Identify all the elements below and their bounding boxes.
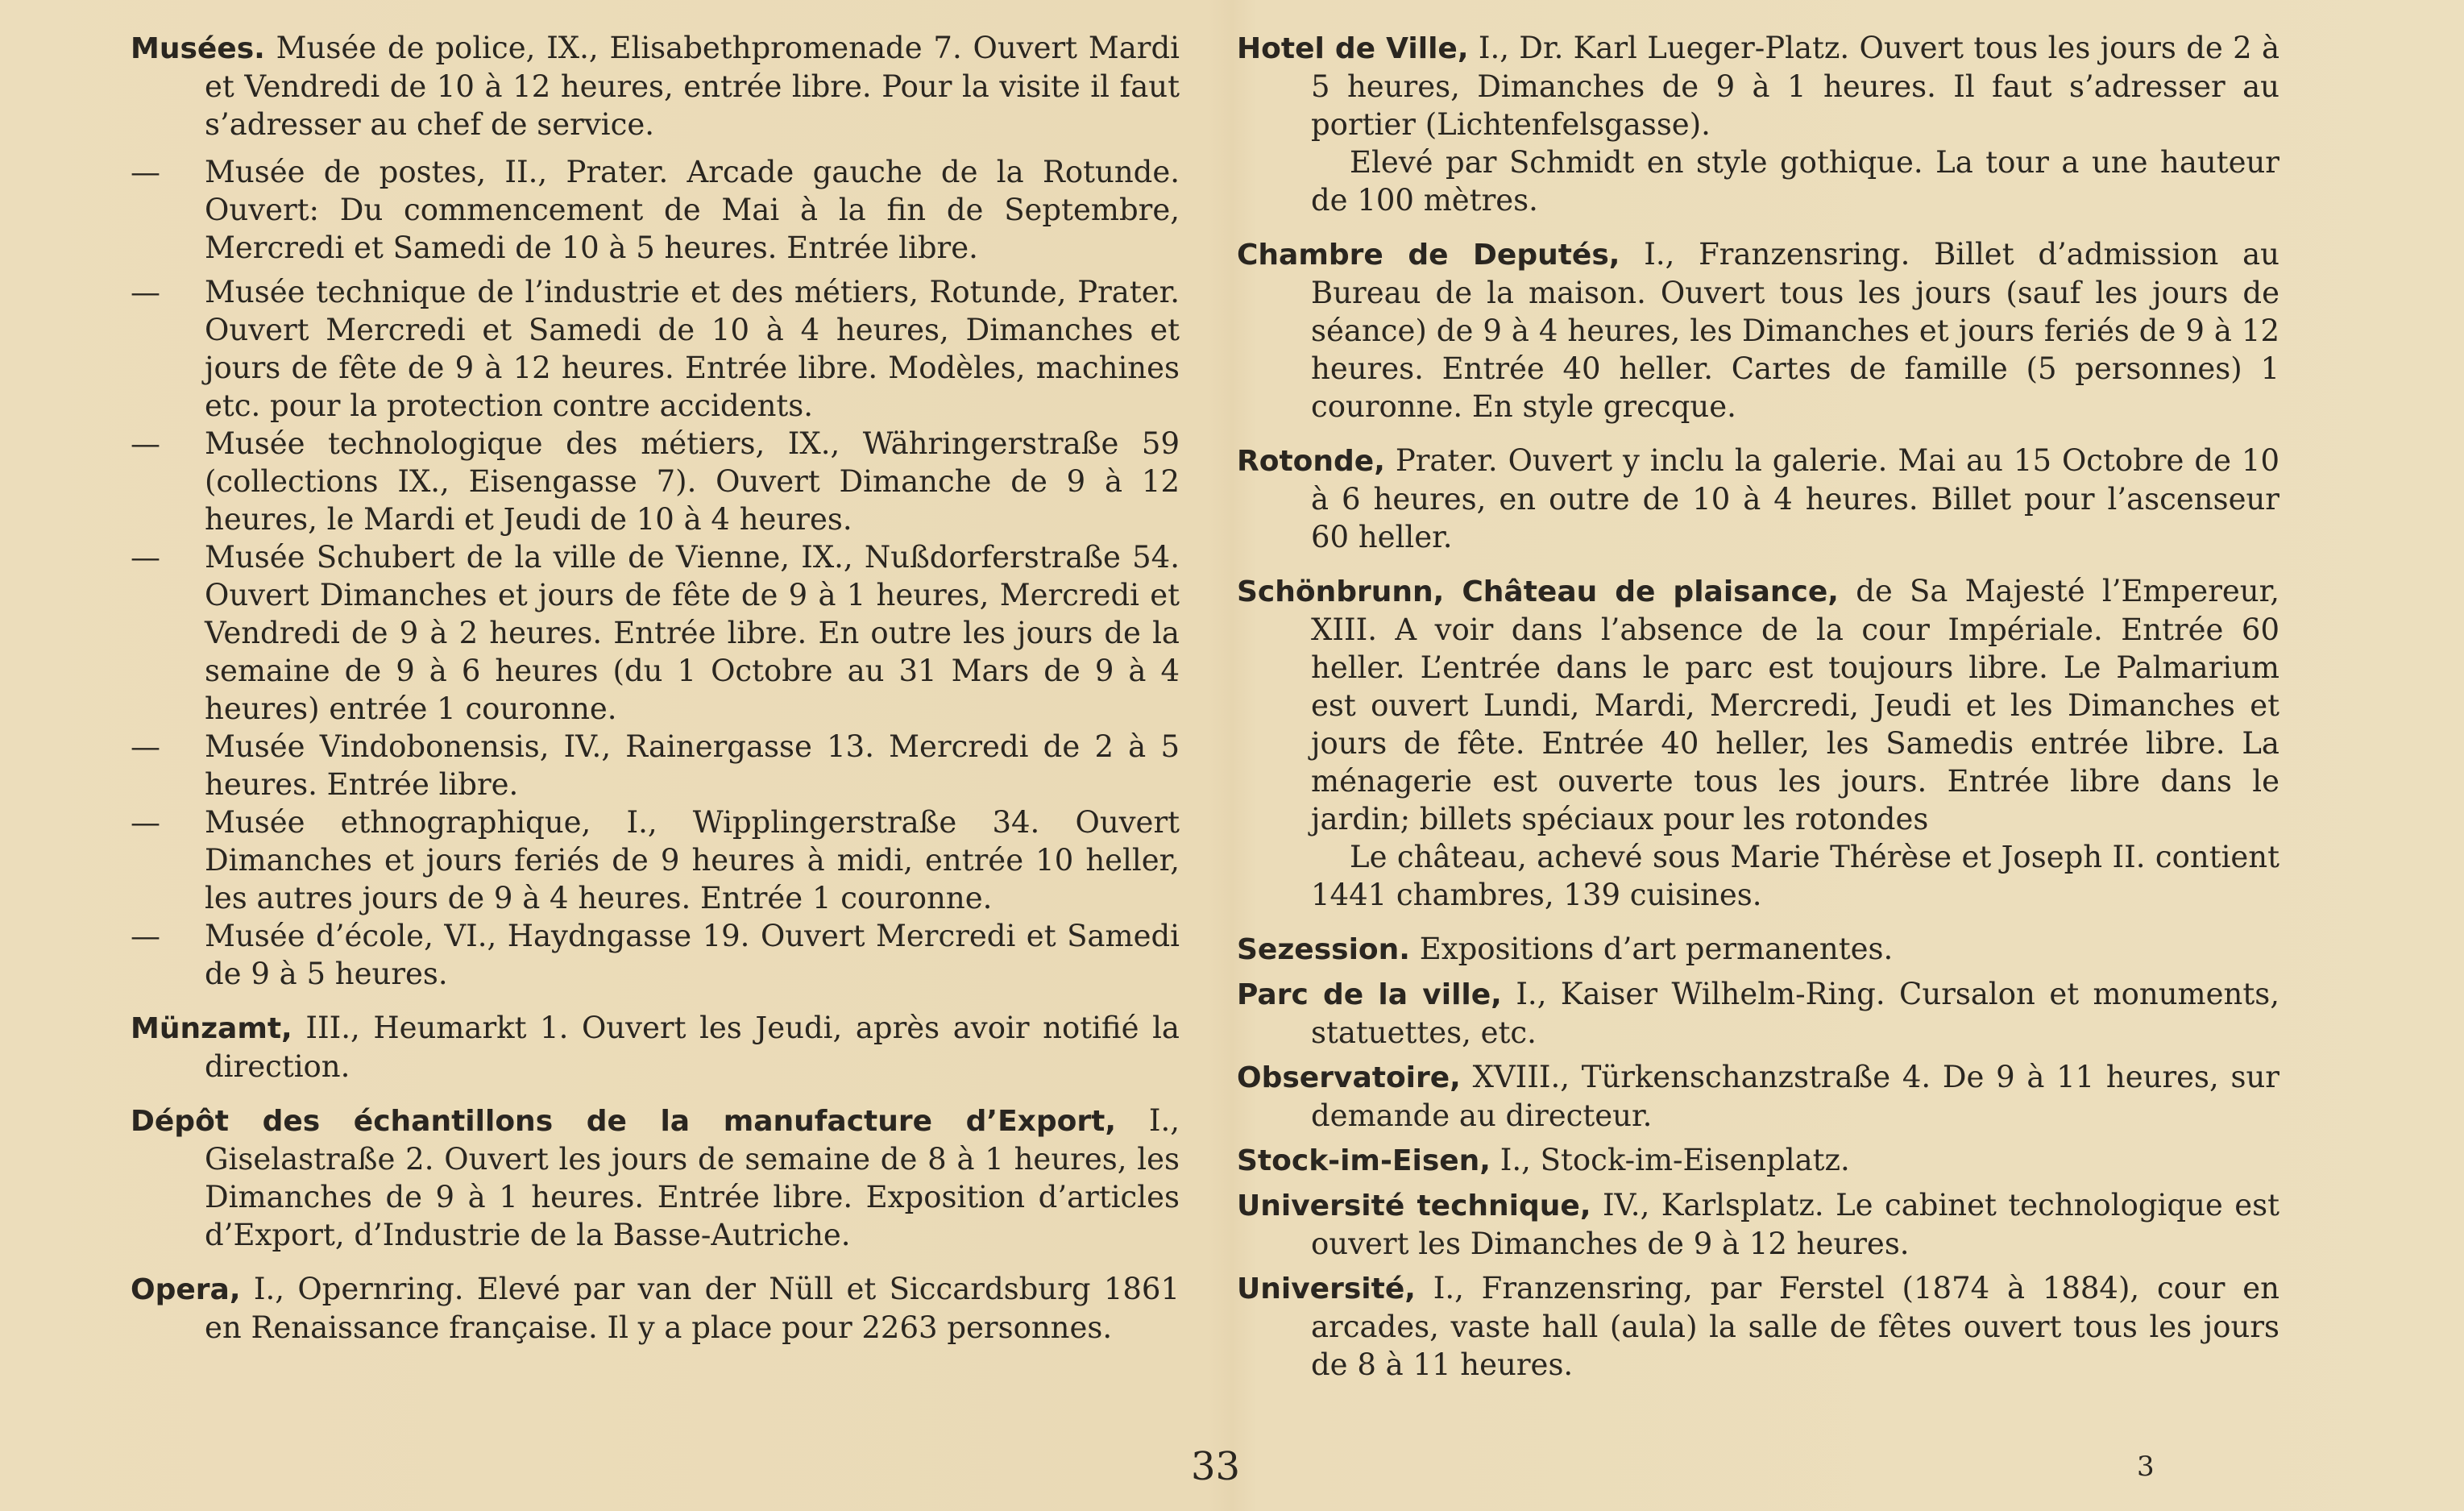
entry-text: Musée de police, IX., Elisabethpromenade 7. Ouvert Mardi et Vendredi de 10 à 12 heures, entrée libre. Pour la visite il faut s’adresser au chef de service. [205,31,1180,142]
entry-heading: Observatoire, [1237,1061,1461,1094]
dash-mark: — [131,275,160,309]
page-number-right: 3 [2137,1451,2155,1483]
right-column [1237,29,2279,1400]
sub-entry-text: Musée Vindobonensis, IV., Rainergasse 13. Mercredi de 2 à 5 heures. Entrée libre. [205,729,1180,802]
entry-heading: Schönbrunn, Château de plaisance, [1237,575,1839,608]
entry-musees [131,29,1180,143]
entry-heading: Université technique, [1237,1189,1591,1222]
entry-heading: Stock-im-Eisen, [1237,1144,1491,1177]
entry-text: I., Kaiser Wilhelm-Ring. Cursalon et monuments, statuettes, etc. [1311,977,2279,1050]
entry-text: III., Heumarkt 1. Ouvert les Jeudi, après avoir notifié la direction. [205,1011,1180,1084]
entry-depot [131,1102,1180,1254]
entry-text: IV., Karlsplatz. Le cabinet technologique est ouvert les Dimanches de 9 à 12 heures. [1311,1188,2279,1261]
entry-parc-ville [1237,975,2279,1052]
entry-heading: Chambre de Deputés, [1237,239,1620,272]
entry-heading: Dépôt des échantillons de la manufacture d’Export, [131,1105,1117,1138]
entry-text: I., Franzensring, par Ferstel (1874 à 1884), cour en arcades, vaste hall (aula) la salle de fêtes ouvert tous les jours de 8 à 11 heures. [1311,1271,2279,1382]
entry-text: I., Giselastraße 2. Ouvert les jours de semaine de 8 à 1 heures, les Dimanches de 9 à 1 heures. Entrée libre. Exposition d’articles d’Export, d’Industrie de la Basse-Autriche. [205,1103,1180,1252]
entry-heading: Parc de la ville, [1237,978,1502,1011]
entry-schoenbrunn [1237,572,2279,914]
sub-entry-text: Musée technique de l’industrie et des métiers, Rotunde, Prater. Ouvert Mercredi et Samedi de 10 à 4 heures, Dimanches et jours de fête de 9 à 12 heures. Entrée libre. Modèles, machines etc. pour la protection contre accidents. [205,275,1180,423]
entry-text: de Sa Majesté l’Empereur, XIII. A voir dans l’absence de la cour Impériale. Entrée 60 heller. L’entrée dans le parc est toujours libre. Le Palmarium est ouvert Lundi, Mardi, Mercredi, Jeudi et les Dimanches et jours de fête. Entrée 40 heller, les Samedis entrée libre. La ménagerie est ouverte tous les jours. Entrée libre dans le jardin; billets spéciaux pour les rotondes [1311,574,2279,836]
entry-heading: Sezession. [1237,933,1410,966]
entry-text: I., Stock-im-Eisenplatz. [1500,1143,1850,1177]
entry-text: Prater. Ouvert y inclu la galerie. Mai au 15 Octobre de 10 à 6 heures, en outre de 10 à 4 heures. Billet pour l’ascenseur 60 heller. [1311,443,2279,554]
sub-entry [131,917,1180,993]
entry-heading: Opera, [131,1273,241,1306]
entry-opera [131,1270,1180,1347]
entry-sezession [1237,930,2279,969]
entry-observatoire [1237,1058,2279,1135]
entry-chambre-deputes [1237,235,2279,425]
entry-text: XVIII., Türkenschanzstraße 4. De 9 à 11 heures, sur demande au directeur. [1311,1060,2279,1133]
entry-heading: Münzamt, [131,1012,292,1045]
entry-note: Elevé par Schmidt en style gothique. La tour a une hauteur de 100 mètres. [1311,145,2279,218]
entry-heading: Rotonde, [1237,445,1385,478]
sub-entry-text: Musée Schubert de la ville de Vienne, IX., Nußdorferstraße 54. Ouvert Dimanches et jours de fête de 9 à 1 heures, Mercredi et Vendredi de 9 à 2 heures. Entrée libre. En outre les jours de la semaine de 9 à 6 heures (du 1 Octobre au 31 Mars de 9 à 4 heures) entrée 1 couronne. [205,540,1180,726]
entry-text: I., Dr. Karl Lueger-Platz. Ouvert tous les jours de 2 à 5 heures, Dimanches de 9 à 1 heures. Il faut s’adresser au portier (Lichtenfelsgasse). [1311,31,2280,142]
dash-mark: — [131,919,160,953]
entry-rotonde [1237,442,2279,556]
sub-entry-text: Musée technologique des métiers, IX., Währingerstraße 59 (collections IX., Eisengasse 7). Ouvert Dimanche de 9 à 12 heures, le Mardi et Jeudi de 10 à 4 heures. [205,426,1180,537]
sub-entry-text: Musée de postes, II., Prater. Arcade gauche de la Rotunde. Ouvert: Du commencement de Mai à la fin de Septembre, Mercredi et Samedi de 10 à 5 heures. Entrée libre. [205,155,1180,265]
left-column [131,29,1180,1363]
dash-mark: — [131,426,160,461]
entry-munzamt [131,1009,1180,1086]
sub-entry [131,273,1180,425]
entry-stock-im-eisen [1237,1141,2279,1180]
dash-mark: — [131,729,160,764]
sub-entry [131,728,1180,803]
sub-entry [131,153,1180,267]
sub-entry-text: Musée d’école, VI., Haydngasse 19. Ouvert Mercredi et Samedi de 9 à 5 heures. [205,919,1180,991]
dash-mark: — [131,540,160,575]
dash-mark: — [131,155,160,189]
sub-entry [131,425,1180,538]
page-number-left: 33 [1191,1444,1241,1489]
entry-heading: Université, [1237,1272,1416,1306]
entry-text: I., Franzensring. Billet d’admission au Bureau de la maison. Ouvert tous les jours (sauf les jours de séance) de 9 à 4 heures, les Dimanches et jours feriés de 9 à 12 heures. Entrée 40 heller. Cartes de famille (5 personnes) 1 couronne. En style grecque. [1311,237,2279,424]
entry-heading: Hotel de Ville, [1237,32,1469,65]
dash-mark: — [131,805,160,840]
sub-entry [131,538,1180,728]
entry-hotel-de-ville [1237,29,2279,219]
entry-universite-technique [1237,1186,2279,1263]
sub-entry-text: Musée ethnographique, I., Wipplingerstraße 34. Ouvert Dimanches et jours feriés de 9 heures à midi, entrée 10 heller, les autres jours de 9 à 4 heures. Entrée 1 couronne. [205,805,1180,915]
entry-universite [1237,1269,2279,1384]
sub-entry [131,803,1180,917]
entry-heading: Musées. [131,32,265,65]
entry-note: Le château, achevé sous Marie Thérèse et Joseph II. contient 1441 chambres, 139 cuisines. [1311,840,2279,912]
entry-text: Expositions d’art permanentes. [1419,932,1894,966]
entry-text: I., Opernring. Elevé par van der Nüll et Siccardsburg 1861 en Renaissance française. Il y a place pour 2263 personnes. [205,1272,1180,1345]
